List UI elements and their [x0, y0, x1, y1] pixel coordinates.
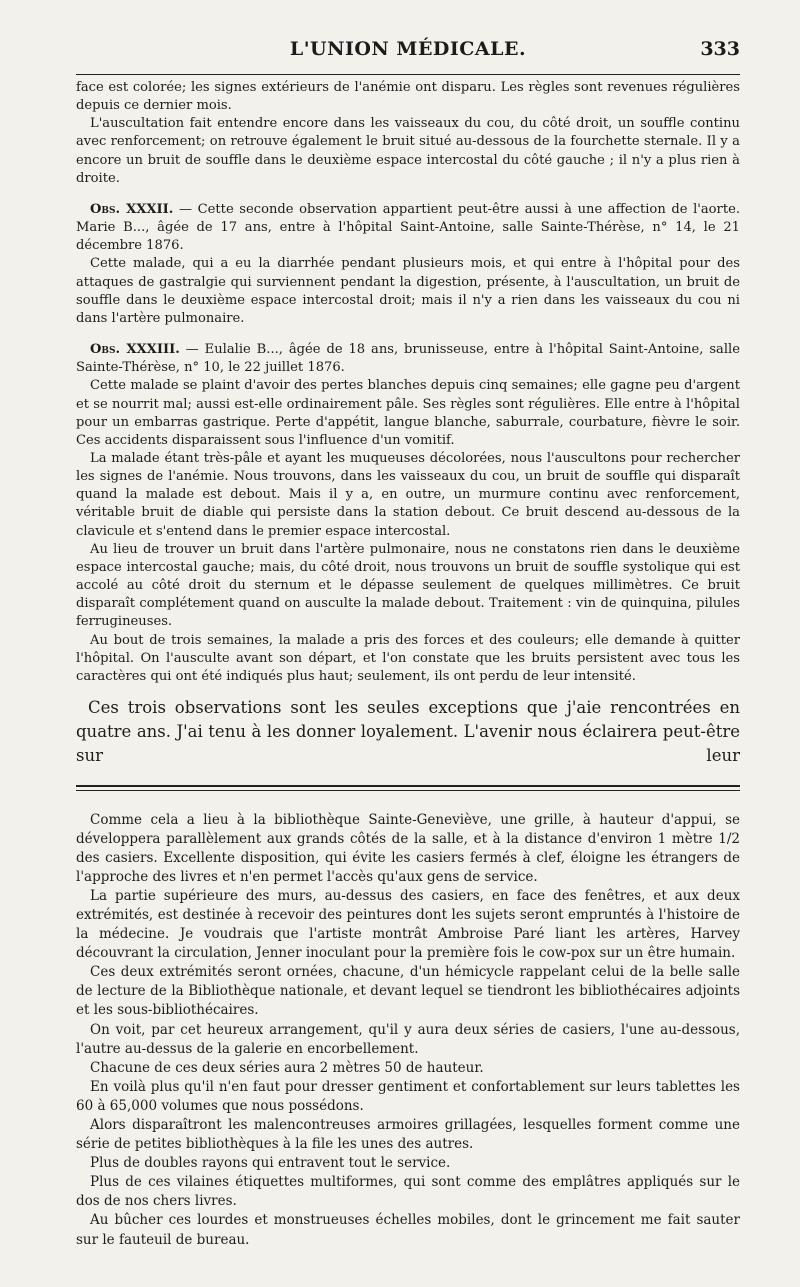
- observation-32-paragraph: Cette malade, qui a eu la diarrhée pendant plusieurs mois, et qui entre à l'hôpital pour des attaques de gastralgie qui surviennent pendant la digestion, présente, à l'auscultation, un bruit de souffle dans le deuxième espace intercostal droit; mais il n'y a rien dans les vaisseaux du cou ni dans l'artère pulmonaire.: [76, 256, 740, 326]
- running-title: L'UNION MÉDICALE.: [289, 38, 527, 60]
- document-page: [76, 38, 740, 1250]
- observation-32-label: Obs. XXXII.: [90, 201, 174, 217]
- feuilleton-paragraph: La partie supérieure des murs, au-dessus des casiers, en face des fenêtres, et aux deux extrémités, est destinée à recevoir des peintures dont les sujets seront empruntés à l'histoire de la médecine. Je voudrais que l'artiste montrât Ambroise Paré liant les artères, Harvey découvrant la circulation, Jenner inoculant pour la première fois le cow-pox sur un être humain.: [76, 887, 740, 962]
- conclusion-paragraph: Ces trois observations sont les seules exceptions que j'aie rencontrées en quatre ans. J'ai tenu à les donner loyalement. L'avenir nous éclairera peut-être sur leur: [76, 698, 740, 765]
- observation-33-label: Obs. XXXIII.: [90, 342, 180, 358]
- page-number: 333: [700, 38, 740, 60]
- observation-33-paragraph: Au bout de trois semaines, la malade a pris des forces et des couleurs; elle demande à quitter l'hôpital. On l'ausculte avant son départ, et l'on constate que les bruits persistent avec tous les caractères qui ont été indiqués plus haut; seulement, ils ont perdu de leur intensité.: [76, 632, 740, 684]
- observation-33-paragraph: La malade étant très-pâle et ayant les muqueuses décolorées, nous l'auscultons pour rechercher les signes de l'anémie. Nous trouvons, dans les vaisseaux du cou, un bruit de souffle qui disparaît quand la malade est debout. Mais il y a, en outre, un murmure continu avec renforcement, véritable bruit de diable qui persiste dans la station debout. Ce bruit descend au-dessous de la clavicule et s'entend dans le premier espace intercostal.: [76, 450, 740, 539]
- article-body: [76, 79, 740, 768]
- feuilleton-section: [76, 811, 740, 1250]
- feuilleton-paragraph: En voilà plus qu'il n'en faut pour dresser gentiment et confortablement sur leurs tablettes les 60 à 65,000 volumes que nous possédons.: [76, 1078, 740, 1114]
- feuilleton-paragraph: On voit, par cet heureux arrangement, qu'il y aura deux séries de casiers, l'une au-dessous, l'autre au-dessus de la galerie en encorbellement.: [76, 1021, 740, 1057]
- observation-32-text: — Cette seconde observation appartient peut-être aussi à une affection de l'aorte. Marie B..., âgée de 17 ans, entre à l'hôpital Saint-Antoine, salle Sainte-Thérèse, n° 14, le 21 décembre 1876.: [76, 201, 740, 254]
- feuilleton-paragraph: Ces deux extrémités seront ornées, chacune, d'un hémicycle rappelant celui de la belle salle de lecture de la Bibliothèque nationale, et devant lequel se tiendront les bibliothécaires adjoints et les sous-bibliothécaires.: [76, 964, 740, 1019]
- feuilleton-paragraph: Au bûcher ces lourdes et monstrueuses échelles mobiles, dont le grincement me fait sauter sur le fauteuil de bureau.: [76, 1212, 740, 1248]
- observation-33: [76, 341, 740, 377]
- page-header: [76, 38, 740, 74]
- feuilleton-paragraph: Alors disparaîtront les malencontreuses armoires grillagées, lesquelles forment comme une série de petites bibliothèques à la file les unes des autres.: [76, 1117, 740, 1153]
- feuilleton-paragraph: Plus de ces vilaines étiquettes multiformes, qui sont comme des emplâtres appliqués sur le dos de nos chers livres.: [76, 1174, 740, 1210]
- paragraph-auscultation: L'auscultation fait entendre encore dans les vaisseaux du cou, du côté droit, un souffle continu avec renforcement; on retrouve également le bruit situé au-dessous de la fourchette sternale. Il y a encore un bruit de souffle dans le deuxième espace intercostal du côté gauche ; il n'y a plus rien à droite.: [76, 116, 740, 186]
- feuilleton-paragraph: Plus de doubles rayons qui entravent tout le service.: [90, 1155, 451, 1172]
- feuilleton-paragraph: Chacune de ces deux séries aura 2 mètres 50 de hauteur.: [90, 1059, 484, 1076]
- header-rule: [76, 74, 740, 75]
- observation-32: [76, 201, 740, 255]
- observation-33-paragraph: Au lieu de trouver un bruit dans l'artère pulmonaire, nous ne constatons rien dans le deuxième espace intercostal gauche; mais, du côté droit, nous trouvons un bruit de souffle systolique qui est accolé au côté droit du sternum et le dépasse seulement de quelques millimètres. Ce bruit disparaît complétement quand on ausculte la malade debout. Traitement : vin de quinquina, pilules ferrugineuses.: [76, 541, 740, 630]
- feuilleton-paragraph: Comme cela a lieu à la bibliothèque Sainte-Geneviève, une grille, à hauteur d'appui, se développera parallèlement aux grands côtés de la salle, et à la distance d'environ 1 mètre 1/2 des casiers. Excellente disposition, qui évite les casiers fermés à clef, éloigne les étrangers de l'approche des livres et n'en permet l'accès qu'aux gens de service.: [76, 811, 740, 885]
- paragraph-continuation: face est colorée; les signes extérieurs de l'anémie ont disparu. Les règles sont revenues régulières depuis ce dernier mois.: [76, 80, 740, 114]
- feuilleton-divider: [76, 785, 740, 791]
- observation-33-paragraph: Cette malade se plaint d'avoir des pertes blanches depuis cinq semaines; elle gagne peu d'argent et se nourrit mal; aussi est-elle ordinairement pâle. Ses règles sont régulières. Elle entre à l'hôpital pour un embarras gastrique. Perte d'appétit, langue blanche, saburrale, courbature, fièvre le soir. Ces accidents disparaissent sous l'influence d'un vomitif.: [76, 378, 740, 448]
- observation-33-text: — Eulalie B..., âgée de 18 ans, brunisseuse, entre à l'hôpital Saint-Antoine, salle Sainte-Thérèse, n° 10, le 22 juillet 1876.: [76, 342, 740, 376]
